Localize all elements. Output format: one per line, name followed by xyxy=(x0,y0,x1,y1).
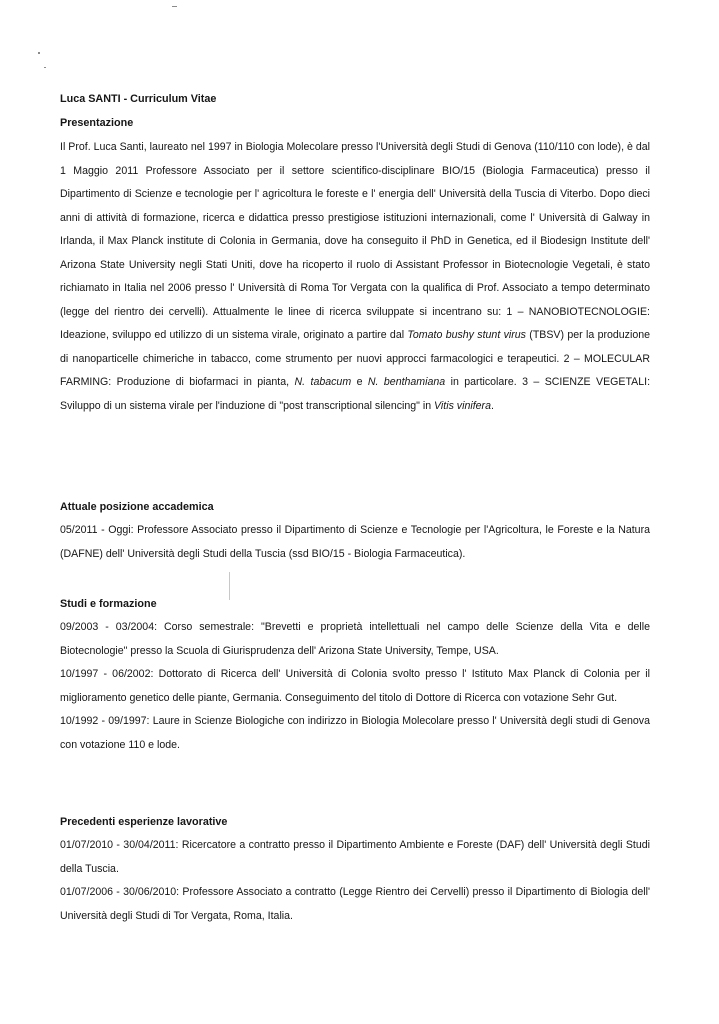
section-heading-presentazione: Presentazione xyxy=(60,117,134,129)
esperienze-item: 01/07/2006 - 30/06/2010: Professore Associato a contratto (Legge Rientro dei Cervelli) presso il Dipartimento di Biologia dell' Università degli Studi di Tor Vergata, Roma, Italia. xyxy=(60,886,650,922)
presentazione-text-5: . xyxy=(490,400,494,413)
presentazione-text-4: in particolare. 3 – SCIENZE VEGETALI: Sviluppo di un sistema virale per l'induzione di "post transcriptional silencing" in xyxy=(60,376,651,413)
document-title: Luca SANTI - Curriculum Vitae xyxy=(60,93,217,105)
presentazione-text-3: e xyxy=(351,376,368,389)
esperienze-list xyxy=(60,834,650,928)
section-heading-studi: Studi e formazione xyxy=(60,598,157,610)
esperienze-item: 01/07/2010 - 30/04/2011: Ricercatore a contratto presso il Dipartimento Ambiente e Foreste (DAF) dell' Università degli Studi della Tuscia. xyxy=(60,839,650,875)
virus-name: Tomato bushy stunt virus xyxy=(407,329,526,342)
studi-item: 10/1992 - 09/1997: Laure in Scienze Biologiche con indirizzo in Biologia Molecolare presso l' Università degli studi di Genova con votazione 110 e lode. xyxy=(60,715,650,751)
presentazione-paragraph xyxy=(60,136,650,419)
species-benthamiana: N. benthamiana xyxy=(367,376,446,389)
scan-mark xyxy=(229,572,230,600)
scan-mark xyxy=(44,67,46,68)
studi-list xyxy=(60,616,650,757)
presentazione-text-2: (TBSV) per la produzione di nanoparticelle chimeriche in tabacco, come strumento per nuovi approcci farmacologici e terapeutici. 2 – MOLECULAR FARMING: Produzione di biofarmaci in pianta, xyxy=(60,329,651,389)
species-vitis: Vitis vinifera xyxy=(434,400,491,413)
presentazione-text: Il Prof. Luca Santi, laureato nel 1997 in Biologia Molecolare presso l'Università degli Studi di Genova (110/110 con lode), è dal 1 Maggio 2011 Professore Associato per il settore scientifico-disciplinare BIO/15 (Biologia Farmaceutica) presso il Dipartimento di Scienze e tecnologie per l' agricoltura le foreste e l' energia dell' Università della Tuscia di Viterbo. Dopo dieci anni di attività di formazione, ricerca e didattica presso prestigiose istituzioni internazionali, come l' Università di Galway in Irlanda, il Max Planck institute di Colonia in Germania, dove ha conseguito il PhD in Genetica, ed il Biodesign Institute dell' Arizona State University negli Stati Uniti, dove ha ricoperto il ruolo di Assistant Professor in Biotecnologie Vegetali, è stato richiamato in Italia nel 2006 presso l' Università di Roma Tor Vergata con la qualifica di Prof. Associato a tempo determinato (legge del rientro dei cervelli). Attualmente le linee di ricerca sviluppate si incentrano su: 1 – NANOBIOTECNOLOGIE: Ideazione, sviluppo ed utilizzo di un sistema virale, originato a partire dal xyxy=(60,141,650,342)
species-tabacum: N. tabacum xyxy=(294,376,352,389)
studi-item: 10/1997 - 06/2002: Dottorato di Ricerca dell' Università di Colonia svolto presso l' Istituto Max Planck di Colonia per il miglioramento genetico delle piante, Germania. Conseguimento del titolo di Dottore di Ricerca con votazione Sehr Gut. xyxy=(60,668,650,704)
posizione-paragraph: 05/2011 - Oggi: Professore Associato presso il Dipartimento di Scienze e Tecnologie per l'Agricoltura, le Foreste e la Natura (DAFNE) dell' Università degli Studi della Tuscia (ssd BIO/15 - Biologia Farmaceutica). xyxy=(60,524,650,560)
section-heading-posizione: Attuale posizione accademica xyxy=(60,501,214,513)
studi-item: 09/2003 - 03/2004: Corso semestrale: "Brevetti e proprietà intellettuali nel campo delle Scienze della Vita e delle Biotecnologie" presso la Scuola di Giurisprudenza dell' Arizona State University, Tempe, USA. xyxy=(60,621,650,657)
scan-mark xyxy=(172,6,177,7)
scan-mark xyxy=(38,52,40,54)
section-heading-esperienze: Precedenti esperienze lavorative xyxy=(60,816,228,828)
